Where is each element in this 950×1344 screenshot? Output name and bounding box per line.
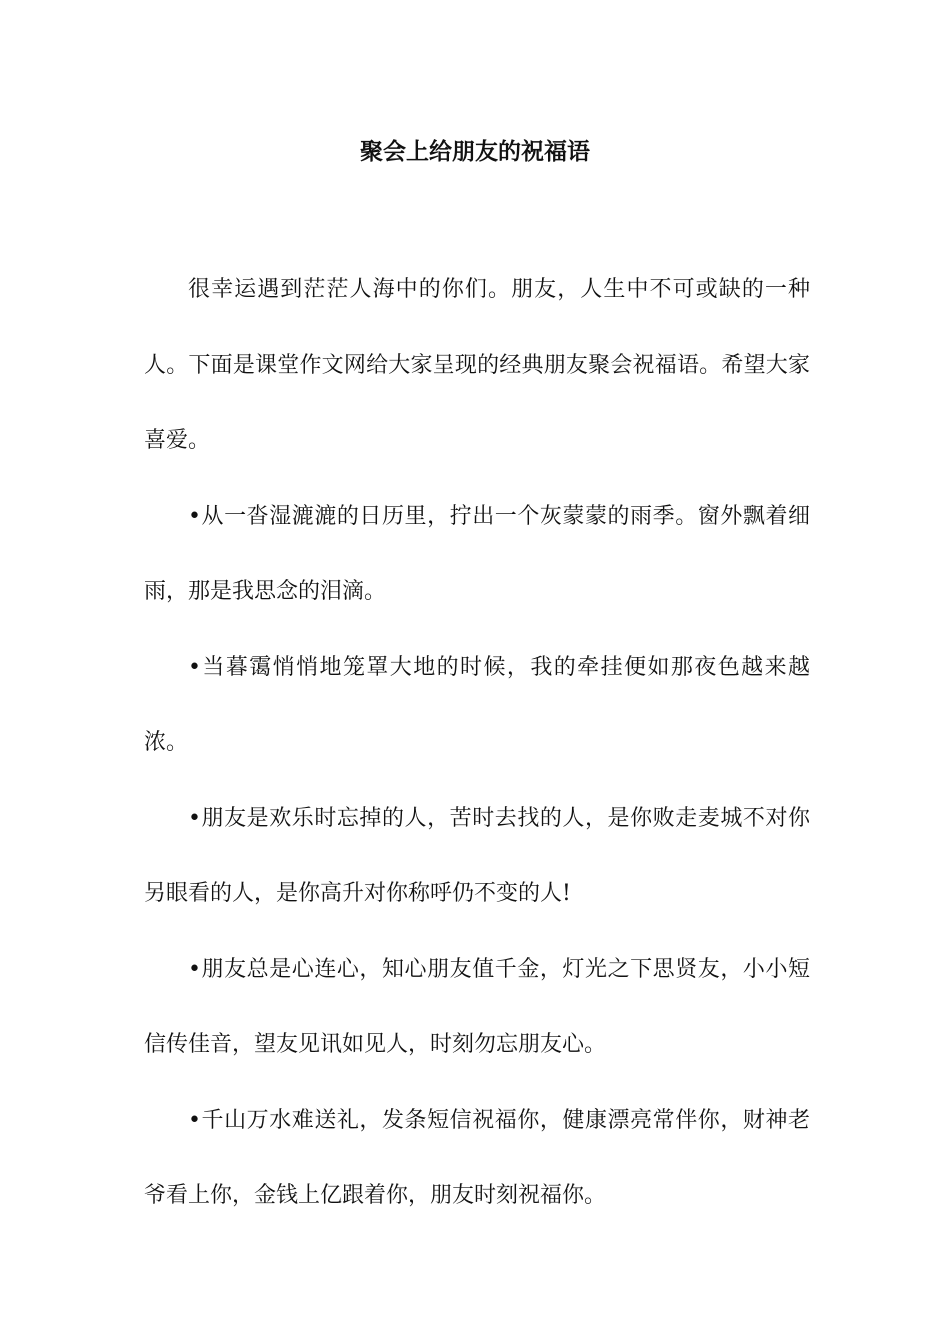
blessing-paragraph-2: •当暮霭悄悄地笼罩大地的时候，我的牵挂便如那夜色越来越浓。 (144, 654, 810, 755)
blessing-paragraph-3: •朋友是欢乐时忘掉的人，苦时去找的人，是你败走麦城不对你另眼看的人，是你高升对你称呼仍不变的人! (144, 805, 810, 906)
document-body (144, 252, 810, 1234)
intro-paragraph: 很幸运遇到茫茫人海中的你们。朋友，人生中不可或缺的一种人。下面是课堂作文网给大家呈现的经典朋友聚会祝福语。希望大家喜爱。 (144, 277, 810, 453)
blessing-paragraph-1: •从一沓湿漉漉的日历里，拧出一个灰蒙蒙的雨季。窗外飘着细雨，那是我思念的泪滴。 (144, 503, 810, 604)
document-title: 聚会上给朋友的祝福语 (360, 138, 590, 165)
blessing-paragraph-5: •千山万水难送礼，发条短信祝福你，健康漂亮常伴你，财神老爷看上你，金钱上亿跟着你，朋友时刻祝福你。 (144, 1107, 810, 1208)
blessing-paragraph-4: •朋友总是心连心，知心朋友值千金，灯光之下思贤友，小小短信传佳音，望友见讯如见人，时刻勿忘朋友心。 (144, 956, 810, 1057)
